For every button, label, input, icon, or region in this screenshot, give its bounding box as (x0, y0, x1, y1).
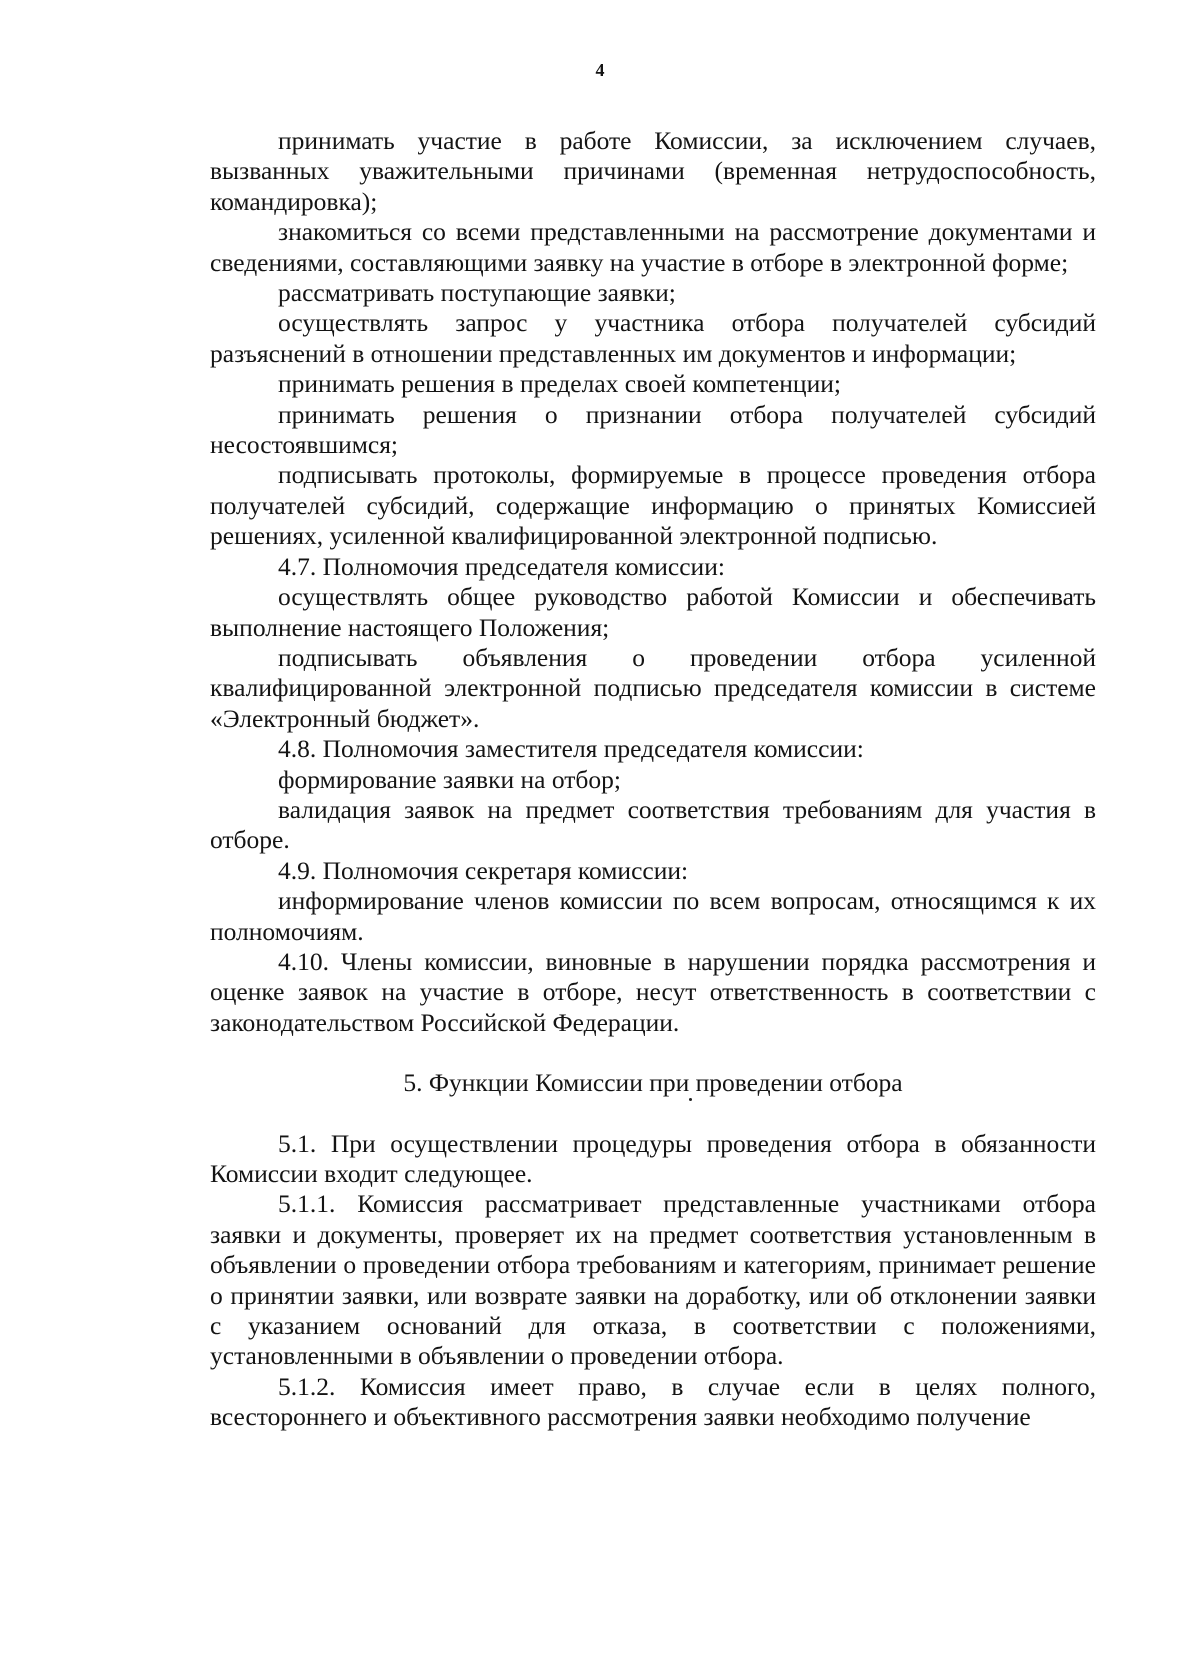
section-heading: 5. Функции Комиссии при проведении отбора (403, 1068, 903, 1098)
paragraph: знакомиться со всеми представленными на рассмотрение документами и сведениями, составляющими заявку на участие в отборе в электронной форме; (210, 217, 1096, 277)
clause-4-9: 4.9. Полномочия секретаря комиссии: (278, 855, 689, 885)
paragraph: информирование членов комиссии по всем вопросам, относящимся к их полномочиям. (210, 886, 1096, 946)
paragraph: принимать решения в пределах своей компетенции; (278, 369, 841, 399)
document-body (210, 126, 1096, 1433)
paragraph: принимать решения о признании отбора получателей субсидий несостоявшимся; (210, 399, 1096, 460)
clause-4-7: 4.7. Полномочия председателя комиссии: (278, 551, 725, 581)
paragraph: рассматривать поступающие заявки; (278, 278, 676, 308)
paragraph: подписывать объявления о проведении отбора усиленной квалифицированной электронной подписью председателя комиссии в системе «Электронный бюджет». (210, 642, 1096, 733)
clause-5-1-1: 5.1.1. Комиссия рассматривает представленные участниками отбора заявки и документы, проверяет их на предмет соответствия установленным в объявлении о проведении отбора требованиям и категориям, принимает решение о принятии заявки, или возврате заявки на доработку, или об отклонении заявки с указанием оснований для отказа, в соответствии с положениями, установленными в объявлении о проведении отбора. (210, 1189, 1096, 1371)
paragraph: подписывать протоколы, формируемые в процессе проведения отбора получателей субсидий, содержащие информацию о принятых Комиссией решениях, усиленной квалифицированной электронной подписью. (210, 460, 1096, 551)
clause-5-1: 5.1. При осуществлении процедуры проведения отбора в обязанности Комиссии входит следующее. (210, 1128, 1096, 1188)
paragraph: валидация заявок на предмет соответствия требованиям для участия в отборе. (210, 794, 1096, 855)
scan-speck (689, 1098, 692, 1101)
paragraph: осуществлять запрос у участника отбора получателей субсидий разъяснений в отношении представленных им документов и информации; (210, 308, 1096, 368)
clause-4-10: 4.10. Члены комиссии, виновные в нарушении порядка рассмотрения и оценке заявок на участие в отборе, несут ответственность в соответствии с законодательством Российской Федерации. (210, 946, 1096, 1037)
page-number: 4 (595, 60, 605, 80)
clause-4-8: 4.8. Полномочия заместителя председателя комиссии: (278, 734, 864, 764)
paragraph: формирование заявки на отбор; (278, 764, 621, 794)
clause-5-1-2: 5.1.2. Комиссия имеет право, в случае если в целях полного, всестороннего и объективного рассмотрения заявки необходимо получение (210, 1371, 1096, 1432)
paragraph: принимать участие в работе Комиссии, за исключением случаев, вызванных уважительными причинами (временная нетрудоспособность, командировка); (210, 126, 1096, 216)
paragraph: осуществлять общее руководство работой Комиссии и обеспечивать выполнение настоящего Положения; (210, 582, 1096, 642)
